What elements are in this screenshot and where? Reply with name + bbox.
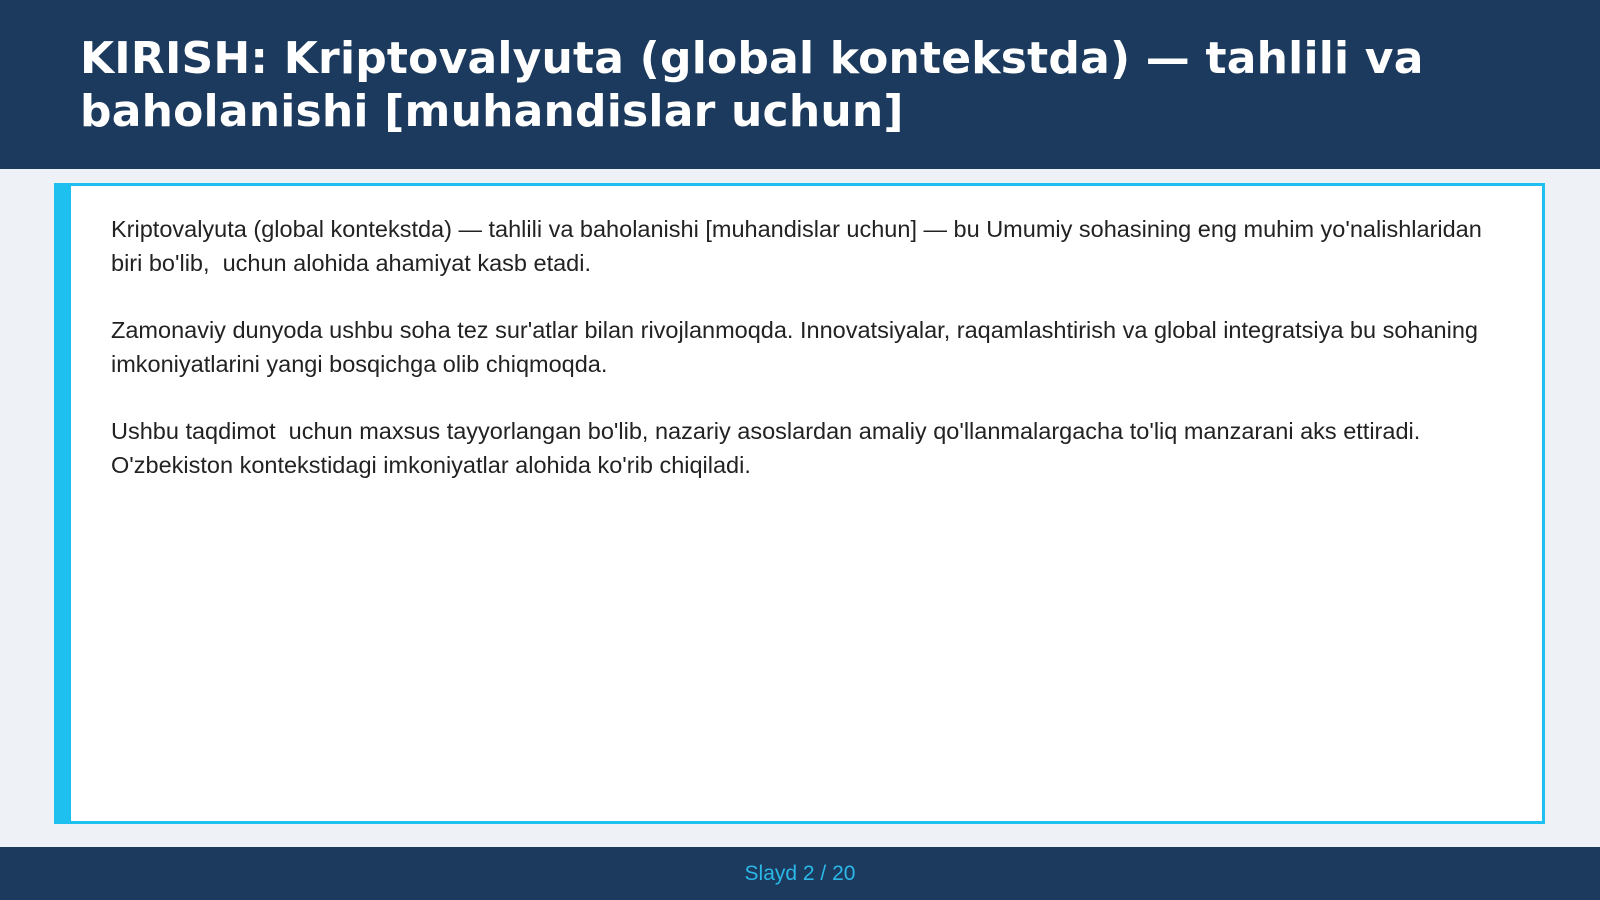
body-paragraph-1: Kriptovalyuta (global kontekstda) — tahlili va baholanishi [muhandislar uchun] — bu Umumiy sohasining eng muhim yo'nalishlaridan biri bo'lib, uchun alohida ahamiyat kasb etadi. — [111, 216, 1489, 276]
slide-number: Slayd 2 / 20 — [744, 862, 856, 885]
slide-title: KIRISH: Kriptovalyuta (global kontekstda) — tahlili va baholanishi [muhandislar uchun] — [80, 33, 1424, 137]
slide-body — [111, 212, 1491, 515]
body-paragraph-3: Ushbu taqdimot uchun maxsus tayyorlangan bo'lib, nazariy asoslardan amaliy qo'llanmalargacha to'liq manzarani aks ettiradi. O'zbekiston kontekstidagi imkoniyatlar alohida ko'rib chiqiladi. — [111, 418, 1427, 478]
body-paragraph-2: Zamonaviy dunyoda ushbu soha tez sur'atlar bilan rivojlanmoqda. Innovatsiyalar, raqamlashtirish va global integratsiya bu sohaning imkoniyatlarini yangi bosqichga olib chiqmoqda. — [111, 317, 1485, 377]
